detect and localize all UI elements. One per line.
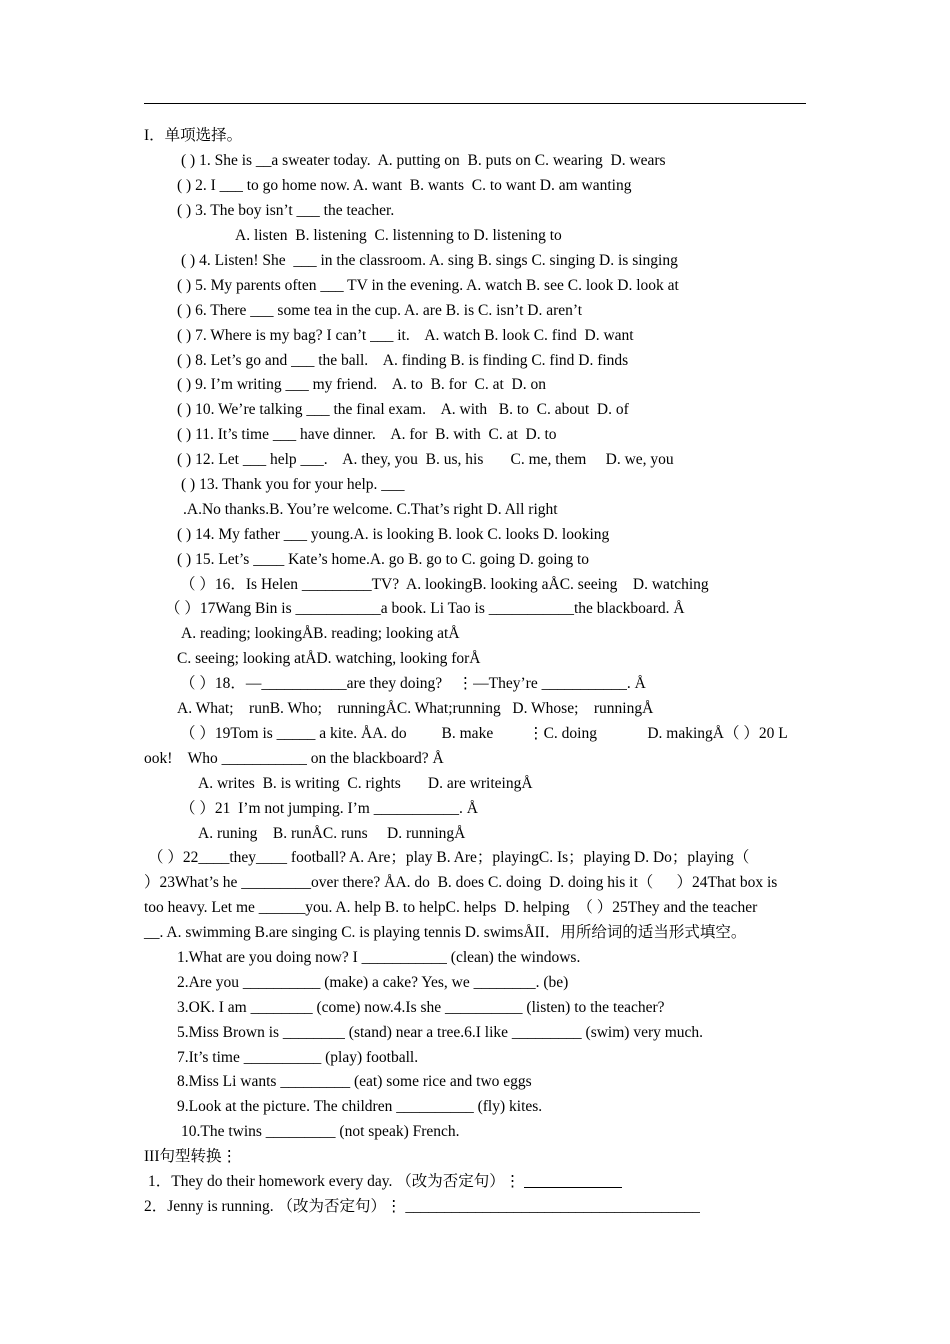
- question-line: ）23What’s he _________over there? ÅA. do B. does C. doing D. doing his it（ ）24That box is: [144, 874, 778, 891]
- fill-in-line: 10.The twins _________ (not speak) French.: [181, 1123, 460, 1140]
- fill-in-line: 3.OK. I am ________ (come) now.4.Is she __________ (listen) to the teacher?: [177, 999, 665, 1016]
- question-line: too heavy. Let me ______you. A. help B. to helpC. helps D. helping （ ）25They and the teacher: [144, 899, 758, 916]
- fill-in-line: 7.It’s time __________ (play) football.: [177, 1049, 419, 1066]
- transform-line: 1．They do their homework every day. （改为否定句）⋮: [148, 1172, 622, 1192]
- question-line: ( ) 2. I ___ to go home now. A. want B. wants C. to want D. am wanting: [177, 177, 632, 194]
- fill-in-line: 8.Miss Li wants _________ (eat) some rice and two eggs: [177, 1073, 532, 1090]
- question-line: ( ) 10. We’re talking ___ the final exam. A. with B. to C. about D. of: [177, 401, 629, 418]
- question-line: ( ) 8. Let’s go and ___ the ball. A. finding B. is finding C. find D. finds: [177, 352, 629, 369]
- question-line: ( ) 12. Let ___ help ___. A. they, you B. us, his C. me, them D. we, you: [177, 451, 674, 468]
- transform-line: 2．Jenny is running. （改为否定句）⋮ ______________________________________: [144, 1198, 700, 1215]
- section-1-heading: I．单项选择。: [144, 127, 243, 144]
- question-line: （ ）17Wang Bin is ___________a book. Li Tao is ___________the blackboard. Å: [165, 600, 685, 617]
- question-line: ( ) 6. There ___ some tea in the cup. A. are B. is C. isn’t D. aren’t: [177, 302, 583, 319]
- question-line: __. A. swimming B.are singing C. is playing tennis D. swimsÅII．用所给词的适当形式填空。: [144, 924, 747, 941]
- section-3-heading: III句型转换⋮: [144, 1148, 237, 1165]
- question-line: （ ）16．Is Helen _________TV? A. lookingB. looking aÅC. seeing D. watching: [180, 576, 709, 593]
- question-line: （ ）18．—___________are they doing? ⋮—They’re ___________. Å: [180, 675, 646, 692]
- question-line: ( ) 9. I’m writing ___ my friend. A. to B. for C. at D. on: [177, 376, 546, 393]
- question-line: ( ) 1. She is __a sweater today. A. putting on B. puts on C. wearing D. wears: [181, 152, 666, 169]
- header-rule: [144, 103, 806, 104]
- answer-options: A. reading; lookingÅB. reading; looking atÅ: [181, 625, 460, 642]
- question-line: ( ) 4. Listen! She ___ in the classroom. A. sing B. sings C. singing D. is singing: [181, 252, 678, 269]
- question-line: ( ) 5. My parents often ___ TV in the evening. A. watch B. see C. look D. look at: [177, 277, 679, 294]
- question-line: ( ) 15. Let’s ____ Kate’s home.A. go B. go to C. going D. going to: [177, 551, 590, 568]
- question-line: （ ）19Tom is _____ a kite. ÅA. do B. make ⋮C. doing D. makingÅ（ ）20 L: [180, 725, 788, 742]
- question-line: ( ) 14. My father ___ young.A. is looking B. look C. looks D. looking: [177, 526, 610, 543]
- fill-in-line: 9.Look at the picture. The children __________ (fly) kites.: [177, 1098, 543, 1115]
- answer-options: A. writes B. is writing C. rights D. are writeingÅ: [198, 775, 533, 792]
- answer-blank: [524, 1173, 622, 1188]
- answer-options: .A.No thanks.B. You’re welcome. C.That’s right D. All right: [183, 501, 558, 518]
- fill-in-line: 1.What are you doing now? I ___________ (clean) the windows.: [177, 949, 581, 966]
- question-line: ook! Who ___________ on the blackboard? Å: [144, 750, 444, 767]
- question-line: ( ) 7. Where is my bag? I can’t ___ it. A. watch B. look C. find D. want: [177, 327, 634, 344]
- question-line: （ ）21 I’m not jumping. I’m ___________. Å: [180, 800, 478, 817]
- fill-in-line: 5.Miss Brown is ________ (stand) near a tree.6.I like _________ (swim) very much.: [177, 1024, 704, 1041]
- question-line: （ ）22____they____ football? A. Are；play B. Are；playingC. Is；playing D. Do；playing（: [148, 849, 750, 866]
- answer-options: A. What; runB. Who; runningÅC. What;running D. Whose; runningÅ: [177, 700, 654, 717]
- question-line: ( ) 13. Thank you for your help. ___: [181, 476, 405, 493]
- answer-options: A. runing B. runÅC. runs D. runningÅ: [198, 825, 466, 842]
- question-line: ( ) 3. The boy isn’t ___ the teacher.: [177, 202, 395, 219]
- answer-options: A. listen B. listening C. listenning to D. listening to: [235, 227, 562, 244]
- question-line: ( ) 11. It’s time ___ have dinner. A. for B. with C. at D. to: [177, 426, 557, 443]
- fill-in-line: 2.Are you __________ (make) a cake? Yes, we ________. (be): [177, 974, 569, 991]
- answer-options: C. seeing; looking atÅD. watching, looking forÅ: [177, 650, 481, 667]
